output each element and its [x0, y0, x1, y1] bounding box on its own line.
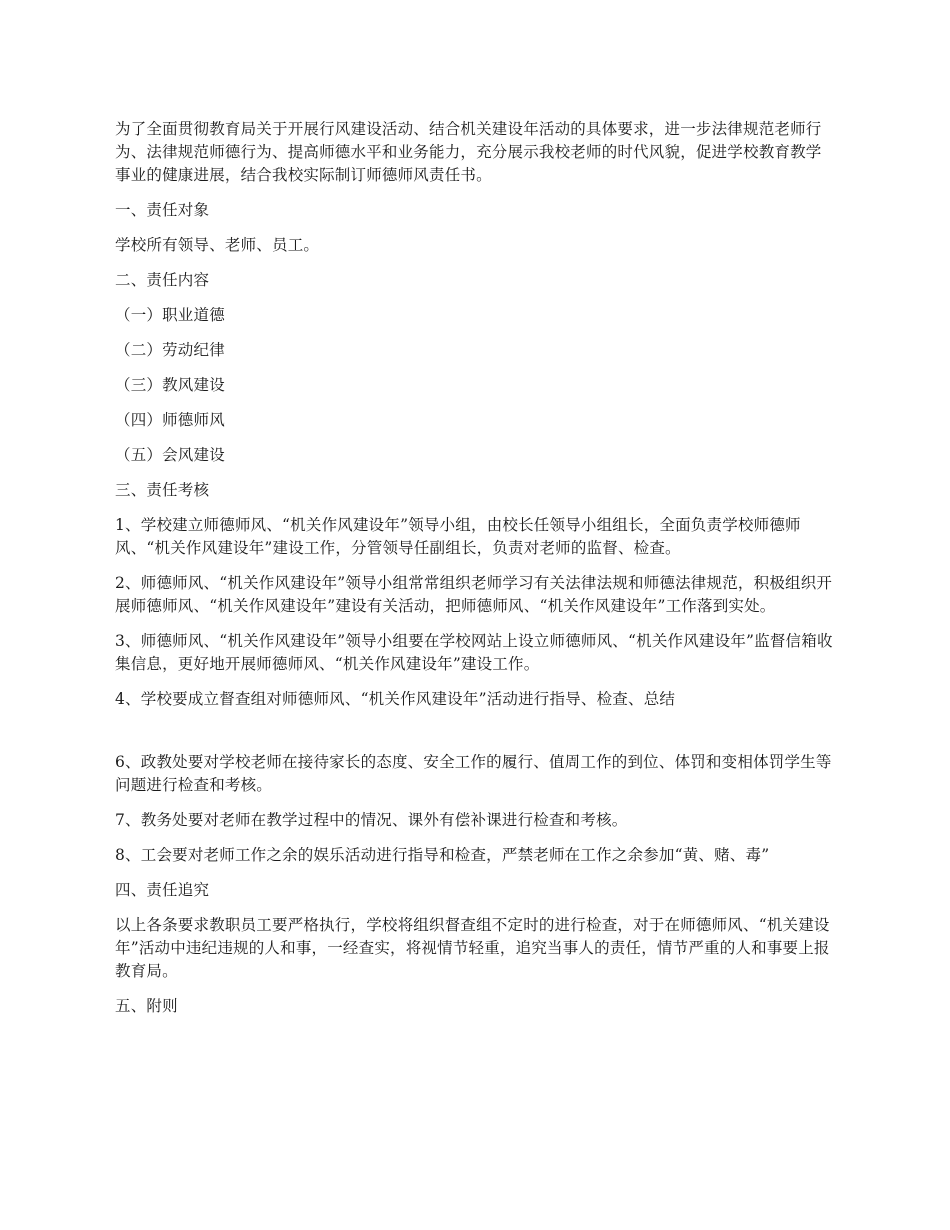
section-3-item-6: 6、政教处要对学校老师在接待家长的态度、安全工作的履行、值周工作的到位、体罚和变相体罚学生等问题进行检查和考核。	[115, 753, 832, 794]
section-4-heading: 四、责任追究	[115, 881, 210, 899]
intro-paragraph: 为了全面贯彻教育局关于开展行风建设活动、结合机关建设年活动的具体要求，进一步法律规范老师行为、法律规范师德行为、提高师德水平和业务能力，充分展示我校老师的时代风貌，促进学校教育教学事业的健康进展，结合我校实际制订师德师风责任书。	[115, 120, 822, 184]
section-1-heading: 一、责任对象	[115, 201, 210, 219]
section-2-item-2: （二）劳动纪律	[115, 341, 225, 359]
section-2-item-5: （五）会风建设	[115, 446, 225, 464]
blank-gap	[115, 723, 837, 751]
section-3-item-2: 2、师德师风、“机关作风建设年”领导小组常常组织老师学习有关法律法规和师德法律规范，积极组织开展师德师风、“机关作风建设年”建设有关活动，把师德师风、“机关作风建设年”工作落到实处。	[115, 574, 833, 615]
section-2-item-3: （三）教风建设	[115, 376, 225, 394]
section-3-item-7: 7、教务处要对老师在教学过程中的情况、课外有偿补课进行检查和考核。	[115, 811, 628, 829]
section-4-body: 以上各条要求教职员工要严格执行，学校将组织督查组不定时的进行检查，对于在师德师风、“机关建设年”活动中违纪违规的人和事，一经查实，将视情节轻重，追究当事人的责任，情节严重的人和事要上报教育局。	[115, 916, 830, 980]
section-3-item-4: 4、学校要成立督查组对师德师风、“机关作风建设年”活动进行指导、检查、总结	[115, 690, 676, 708]
section-3-heading: 三、责任考核	[115, 481, 210, 499]
section-3-item-3: 3、师德师风、“机关作风建设年”领导小组要在学校网站上设立师德师风、“机关作风建设年”监督信箱收集信息，更好地开展师德师风、“机关作风建设年”建设工作。	[115, 632, 833, 673]
section-3-item-8: 8、工会要对老师工作之余的娱乐活动进行指导和检查，严禁老师在工作之余参加“黄、赌、毒”	[115, 846, 770, 864]
section-2-item-1: （一）职业道德	[115, 306, 225, 324]
section-3-item-1: 1、学校建立师德师风、“机关作风建设年”领导小组，由校长任领导小组组长，全面负责学校师德师风、“机关作风建设年”建设工作，分管领导任副组长，负责对老师的监督、检查。	[115, 516, 801, 557]
section-2-item-4: （四）师德师风	[115, 411, 225, 429]
section-2-heading: 二、责任内容	[115, 271, 210, 289]
document-body	[115, 118, 837, 1030]
section-5-heading: 五、附则	[115, 997, 178, 1015]
section-1-body: 学校所有领导、老师、员工。	[115, 236, 320, 254]
